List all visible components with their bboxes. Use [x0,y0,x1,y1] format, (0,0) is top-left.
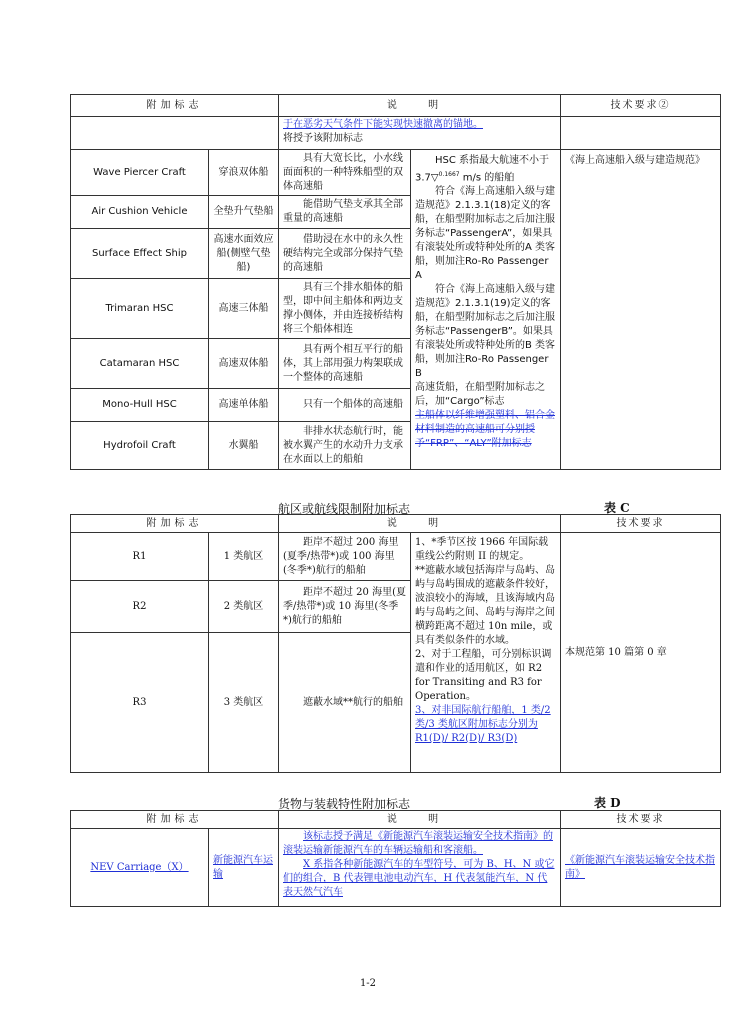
table-d-row-cn: 新能源汽车运输 [209,829,279,907]
table-c-row-desc: 遮蔽水域**航行的船舶 [279,633,411,773]
table-b-header-tech: 技术要求② [561,95,721,117]
table-c-title: 航区或航线限制附加标志 [278,502,411,516]
table-b-row-desc: 具有两个相互平行的船体，其上部用强力构架联成一个整体的高速船 [279,339,411,389]
table-b-top-note-cell [279,117,561,150]
table-c-header-desc: 说 明 [279,515,561,533]
table-d-row-desc-cell [279,829,561,907]
table-b-blank-tech [561,117,721,150]
table-d-header-desc: 说 明 [279,811,561,829]
table-c-tech-cell: 本规范第 10 篇第 0 章 [561,533,721,773]
table-d-row-desc-1: 该标志授予满足《新能源汽车滚装运输安全技术指南》的滚装运输新能源汽车的车辆运输船和客滚船。 [283,831,553,856]
table-b-row-desc: 非排水状态航行时，能被水翼产生的水动升力支承在水面以上的船舶 [279,422,411,470]
table-d-row-desc-2: X 系指各种新能源汽车的车型符号，可为 B、H、N 或它们的组合，B 代表锂电池电动汽车，H 代表氢能汽车，N 代表天然气汽车 [283,859,555,898]
table-d-row-code: NEV Carriage（X） [71,829,209,907]
table-b-row-cn: 穿浪双体船 [209,150,279,196]
table-d-row-tech: 《新能源汽车滚装运输安全技术指南》 [561,829,721,907]
table-c-row-cn: 2 类航区 [209,581,279,633]
table-c-row-code: R3 [71,633,209,773]
table-b-row-en: Catamaran HSC [71,339,209,389]
table-b-row-en: Hydrofoil Craft [71,422,209,470]
table-b-note-deleted: 主船体以纤维增强塑料、铝合金材料制造的高速船可分别授予“FRP”、“ALY”附加标志 [415,410,555,450]
table-c-note-1: 1、*季节区按 1966 年国际载重线公约附则 II 的规定。 [415,537,549,562]
table-b-row-desc: 具有大宽长比，小水线面面积的一种特殊船型的双体高速船 [279,150,411,196]
table-b-top-note: 将授予该附加标志 [283,133,363,144]
table-c-row-desc: 距岸不超过 20 海里(夏季/热带*)或 10 海里(冬季*)航行的船舶 [279,581,411,633]
table-b-header-desc: 说 明 [279,95,561,117]
table-b-row-desc: 只有一个船体的高速船 [279,389,411,422]
table-b-row-desc: 借助浸在水中的永久性硬结构完全或部分保持气垫的高速船 [279,229,411,279]
table-b-row-en: Mono-Hull HSC [71,389,209,422]
table-c-row-code: R1 [71,533,209,581]
table-c-note-3: 2、对于工程船，可分别标识调遣和作业的适用航区，如 R2 for Transiting and R3 for Operation。 [415,649,552,702]
table-b [70,94,721,470]
table-b-row-en: Surface Effect Ship [71,229,209,279]
table-b-note-passenger-b: 符合《海上高速船入级与建造规范》2.1.3.1(19)定义的客船，在船型附加标志之后加注服务标志“PassengerB”。如果具有滚装处所或特种处所的B 类客船，则加注Ro-Ro Passenger B [415,284,556,380]
table-b-row-en: Trimaran HSC [71,279,209,339]
table-d [70,810,721,907]
table-c-note-4-inserted: 3、对非国际航行船舶，1 类/2 类/3 类航区附加标志分别为 R1(D)/ R2(D)/ R3(D) [415,705,551,744]
table-c-header-flag: 附加标志 [71,515,279,533]
table-b-note-hsc: HSC 系指最大航速不小于 3.7▽$^{0.1667}$ m/s 的船舶 [415,155,550,184]
table-b-note-passenger-a: 符合《海上高速船入级与建造规范》2.1.3.1(18)定义的客船，在船型附加标志之后加注服务标志“PassengerA”，如果具有滚装处所或特种处所的A 类客船，则加注Ro-Ro Passenger A [415,186,556,282]
table-c-note-2: **遮蔽水域包括海岸与岛屿、岛屿与岛屿围成的遮蔽条件较好，波浪较小的海域，且该海域内岛屿与岛屿之间、岛屿与海岸之间横跨距离不超过 10n mile，或具有类似条件的水域。 [415,565,555,646]
table-b-row-en: Air Cushion Vehicle [71,196,209,229]
table-b-row-cn: 水翼船 [209,422,279,470]
table-b-row-cn: 高速水面效应船(侧壁气垫船) [209,229,279,279]
table-b-tech-cell: 《海上高速船入级与建造规范》 [561,150,721,470]
table-b-row-cn: 全垫升气垫船 [209,196,279,229]
table-d-header-flag: 附加标志 [71,811,279,829]
table-c-row-cn: 3 类航区 [209,633,279,773]
table-b-row-desc: 能借助气垫支承其全部重量的高速船 [279,196,411,229]
table-d-header-tech: 技术要求 [561,811,721,829]
table-c-row-code: R2 [71,581,209,633]
table-b-notes-cell [411,150,561,470]
table-b-row-en: Wave Piercer Craft [71,150,209,196]
table-c-notes-cell [411,533,561,773]
table-d-label: 表 D [594,796,621,810]
table-b-row-cn: 高速三体船 [209,279,279,339]
table-c-header-tech: 技术要求 [561,515,721,533]
table-b-row-desc: 具有三个排水船体的船型，即中间主船体和两边支撑小侧体，并由连接桥结构将三个船体相连 [279,279,411,339]
table-b-note-cargo: 高速货船，在船型附加标志之后，加“Cargo”标志 [415,382,545,408]
table-d-title: 货物与装载特性附加标志 [278,797,411,811]
table-b-row-cn: 高速双体船 [209,339,279,389]
table-b-blank-cell [71,117,279,150]
page-number: 1-2 [359,978,377,989]
table-c [70,514,721,773]
table-c-row-desc: 距岸不超过 200 海里(夏季/热带*)或 100 海里(冬季*)航行的船舶 [279,533,411,581]
table-b-header-flag: 附加标志 [71,95,279,117]
table-c-label: 表 C [604,501,630,515]
table-b-row-cn: 高速单体船 [209,389,279,422]
table-b-top-note-inserted: 于在恶劣天气条件下能实现快速撤离的锚地。 [283,119,483,130]
table-c-row-cn: 1 类航区 [209,533,279,581]
